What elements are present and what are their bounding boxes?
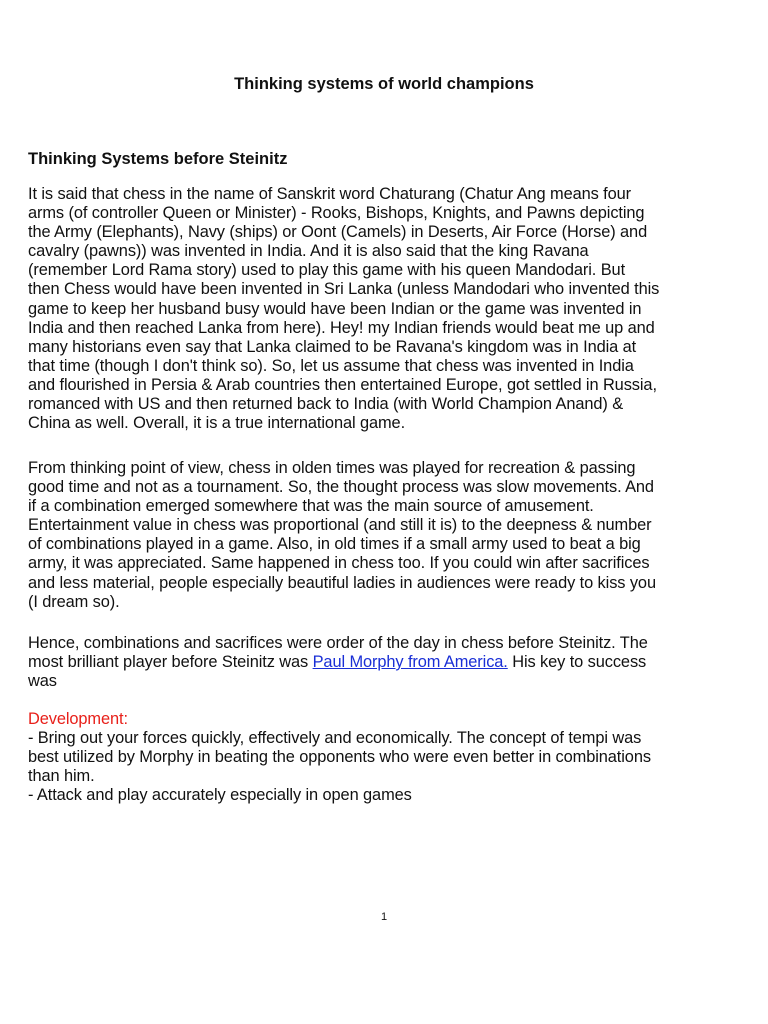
paragraph-line: game to keep her husband busy would have been Indian or the game was invented in [28, 299, 642, 318]
paragraph-line: cavalry (pawns)) was invented in India. And it is also said that the king Ravana [28, 242, 589, 261]
paragraph-line: romanced with US and then returned back to India (with World Champion Anand) & [28, 395, 624, 414]
development-line: best utilized by Morphy in beating the opponents who were even better in combinations [28, 748, 651, 767]
paragraph-chess-origins [28, 185, 740, 433]
paragraph-line: that time (though I don't think so). So, let us assume that chess was invented in India [28, 356, 634, 375]
paragraph-line: (I dream so). [28, 592, 120, 611]
paragraph-line: China as well. Overall, it is a true international game. [28, 414, 406, 433]
development-line: - Attack and play accurately especially in open games [28, 786, 412, 805]
paragraph-line: It is said that chess in the name of Sanskrit word Chaturang (Chatur Ang means four [28, 185, 632, 203]
paragraph-line: From thinking point of view, chess in olden times was played for recreation & passing [28, 459, 636, 477]
paragraph-line: (remember Lord Rama story) used to play this game with his queen Mandodari. But [28, 261, 626, 280]
paragraph-line: good time and not as a tournament. So, the thought process was slow movements. And [28, 478, 654, 497]
paragraph-line: and less material, people especially beautiful ladies in audiences were ready to kiss you [28, 573, 656, 592]
paragraph-line: of combinations played in a game. Also, in old times if a small army used to beat a big [28, 535, 641, 554]
paragraph-morphy [28, 634, 740, 691]
paragraph-thinking-view [28, 459, 740, 612]
paragraph-line: India and then reached Lanka from here). Hey! my Indian friends would beat me up and [28, 318, 655, 337]
paragraph-line: then Chess would have been invented in Sri Lanka (unless Mandodari who invented this [28, 280, 660, 299]
paragraph-line: the Army (Elephants), Navy (ships) or Oont (Camels) in Deserts, Air Force (Horse) and [28, 223, 648, 242]
development-line: than him. [28, 767, 95, 786]
link-lead-text: most brilliant player before Steinitz was [28, 653, 313, 672]
paragraph-line: many historians even say that Lanka claimed to be Ravana's kingdom was in India at [28, 337, 637, 356]
link-trail-text: His key to success [507, 653, 647, 672]
development-section [28, 710, 740, 805]
page-number: 1 [380, 911, 388, 923]
development-line: - Bring out your forces quickly, effectively and economically. The concept of tempi was [28, 729, 642, 748]
paragraph-line: was [28, 672, 57, 691]
paragraph-line: army, it was appreciated. Same happened in chess too. If you could win after sacrifices [28, 554, 650, 573]
paul-morphy-link[interactable]: Paul Morphy from America. [312, 653, 508, 672]
paragraph-line-with-link [28, 653, 740, 672]
paragraph-line: Hence, combinations and sacrifices were order of the day in chess before Steinitz. The [28, 634, 648, 652]
section-heading: Thinking Systems before Steinitz [28, 150, 288, 168]
document-title: Thinking systems of world champions [234, 75, 534, 93]
paragraph-line: arms (of controller Queen or Minister) - Rooks, Bishops, Knights, and Pawns depicting [28, 204, 645, 223]
paragraph-line: Entertainment value in chess was proportional (and still it is) to the deepness & number [28, 516, 652, 535]
paragraph-line: and flourished in Persia & Arab countries then entertained Europe, got settled in Russia, [28, 375, 657, 394]
development-heading: Development: [28, 710, 128, 728]
paragraph-line: if a combination emerged somewhere that was the main source of amusement. [28, 497, 594, 516]
